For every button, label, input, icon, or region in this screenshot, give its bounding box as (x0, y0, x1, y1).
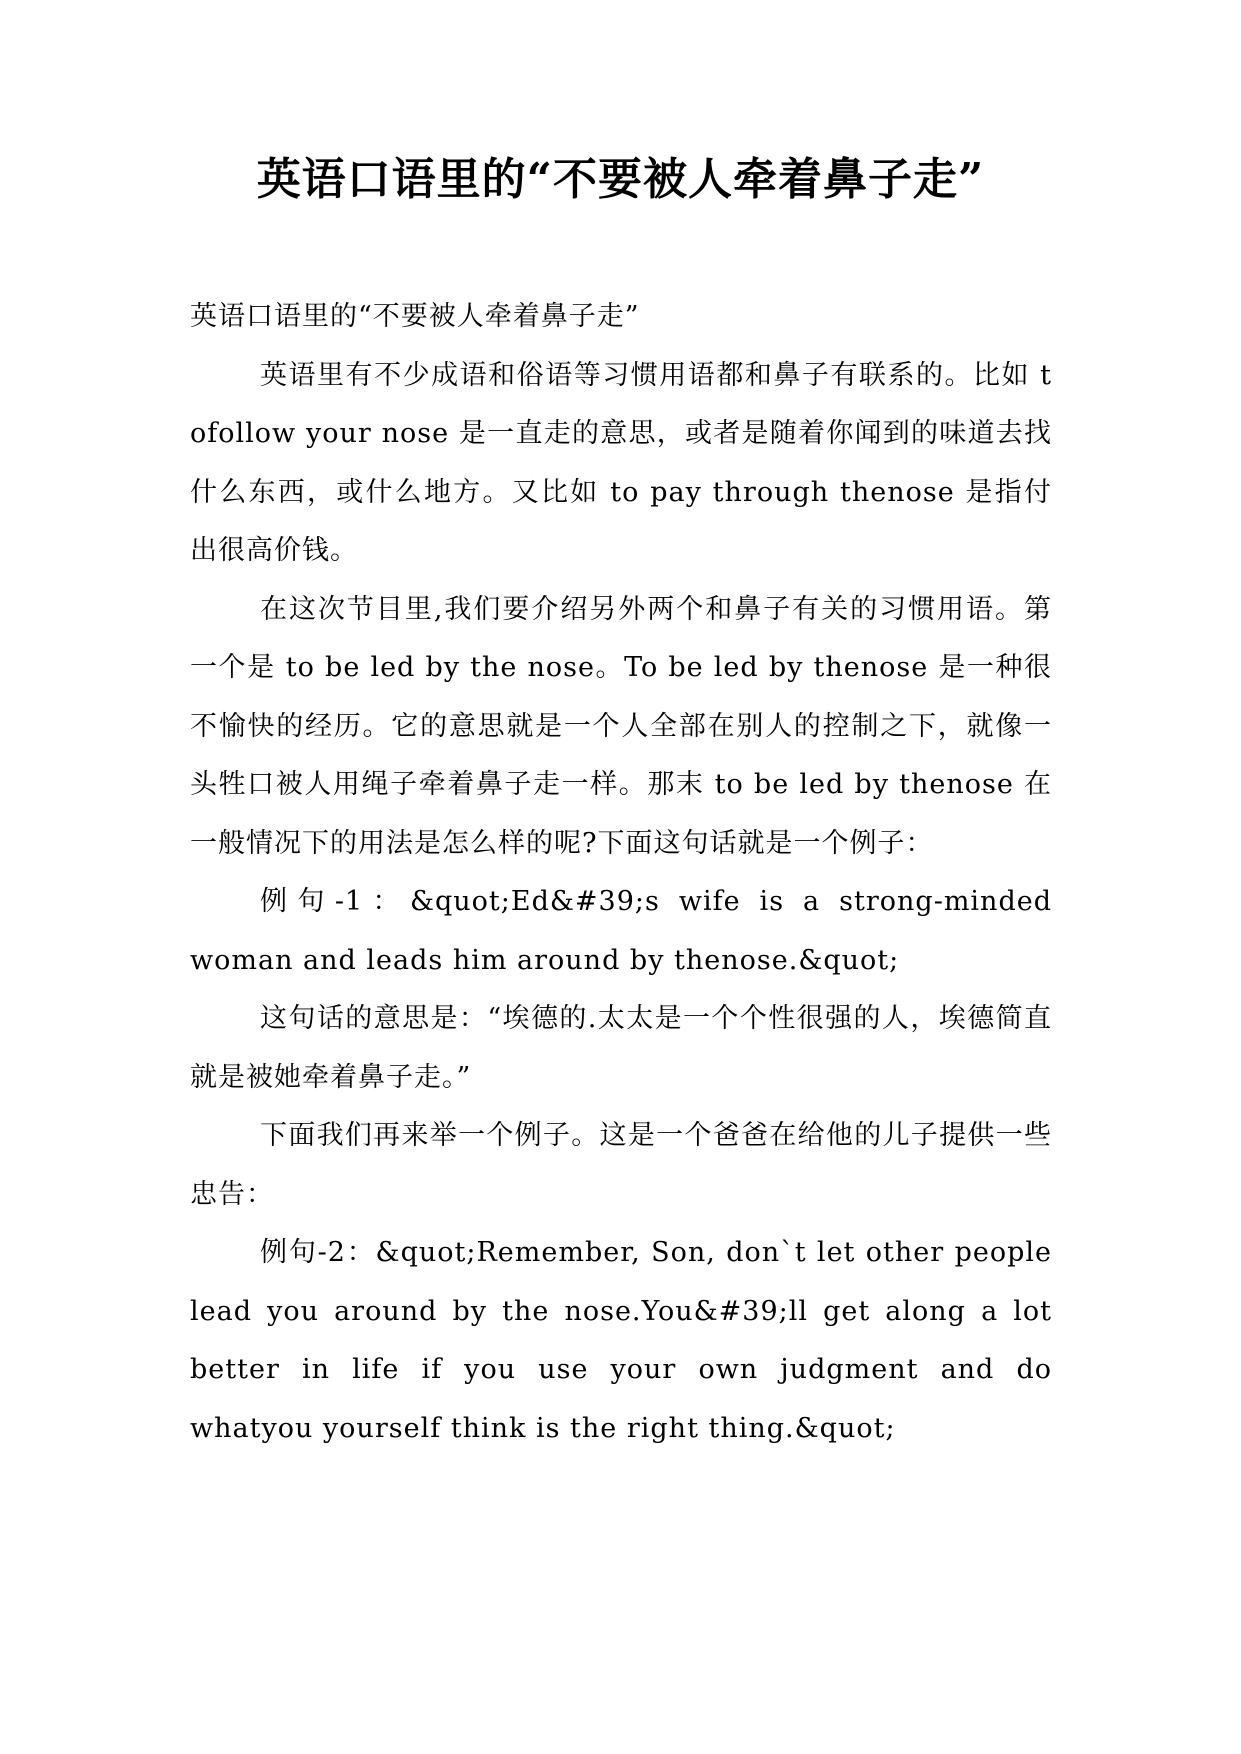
paragraph-example-1: 例句-1：&quot;Ed&#39;s wife is a strong-minded woman and leads him around by thenose.&quot; (190, 886, 1052, 976)
paragraph-explanation: 在这次节目里,我们要介绍另外两个和鼻子有关的习惯用语。第一个是 to be led by the nose。To be led by thenose 是一种很不愉快的经历。它的意思就是一个人全部在别人的控制之下，就像一头牲口被人用绳子牵着鼻子走一样。那末 to be led by thenose 在一般情况下的用法是怎么样的呢?下面这句话就是一个例子： (190, 593, 1052, 859)
document-title: 英语口语里的“不要被人牵着鼻子走” (256, 154, 985, 205)
paragraph-example-2: 例句-2：&quot;Remember, Son, don`t let other people lead you around by the nose.You&#39;ll get along a lot better in life if you use your own judgment and do whatyou yourself think is the right thing.&quot; (190, 1237, 1052, 1444)
paragraph-second-example-intro: 下面我们再来举一个例子。这是一个爸爸在给他的儿子提供一些忠告： (190, 1120, 1052, 1210)
paragraph-example-1-translation: 这句话的意思是：“埃德的.太太是一个个性很强的人，埃德简直就是被她牵着鼻子走。” (190, 1003, 1052, 1093)
paragraph-subtitle: 英语口语里的“不要被人牵着鼻子走” (190, 301, 640, 332)
paragraph-intro: 英语里有不少成语和俗语等习惯用语都和鼻子有联系的。比如 tofollow your nose 是一直走的意思，或者是随着你闻到的味道去找什么东西，或什么地方。又比如 to pay through thenose 是指付出很高价钱。 (190, 359, 1052, 566)
document-body (190, 288, 1052, 1458)
